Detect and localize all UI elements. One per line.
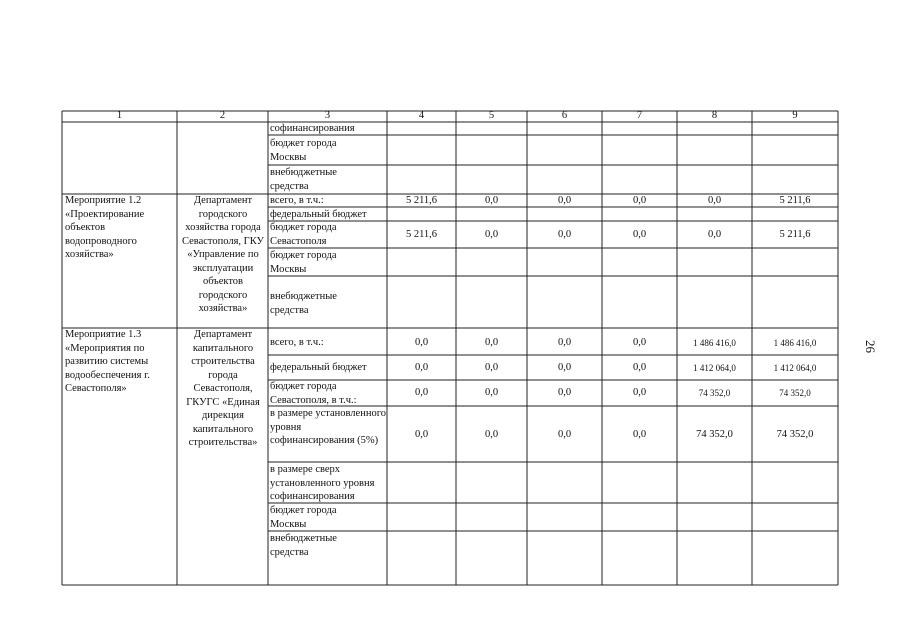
cell-value: 74 352,0 (696, 429, 733, 440)
cell-value: 1 412 064,0 (773, 363, 817, 373)
header-col-9: 9 (792, 110, 798, 121)
row-label: бюджет города Севастополя (270, 222, 337, 247)
cell-value: 5 211,6 (779, 229, 811, 240)
row-label: внебюджетные средства (270, 167, 337, 192)
header-col-2: 2 (219, 110, 226, 121)
row-label: всего, в т.ч.: (270, 195, 324, 206)
cell-value: 0,0 (484, 195, 499, 206)
cell-value: 5 211,6 (405, 195, 438, 206)
measure-executor: Департамент капитального строительства города Севастополя, ГКУГС «Единая дирекция капитального строительства» (186, 329, 260, 448)
cell-value: 1 486 416,0 (693, 338, 736, 348)
cell-value: 0,0 (557, 387, 572, 398)
header-col-4: 4 (418, 110, 425, 121)
cell-value: 5 211,6 (779, 195, 811, 206)
header-col-1: 1 (116, 110, 123, 121)
cell-value: 0,0 (632, 362, 647, 373)
cell-value: 0,0 (632, 229, 647, 240)
header-col-5: 5 (488, 110, 495, 121)
header-col-7: 7 (636, 110, 643, 121)
cell-value: 0,0 (632, 429, 647, 440)
row-label: бюджет города Севастополя, в т.ч.: (270, 381, 357, 406)
row-label: бюджет города Москвы (270, 505, 337, 530)
cell-value: 1 412 064,0 (693, 363, 736, 373)
measure-executor: Департамент городского хозяйства города Севастополя, ГКУ «Управление по эксплуатации объектов городского хозяйства» (182, 195, 264, 314)
cell-value: 0,0 (557, 229, 572, 240)
cell-value: 74 352,0 (698, 388, 731, 398)
cell-value: 0,0 (484, 429, 499, 440)
row-label: в размере сверх установленного уровня софинансирования (270, 464, 375, 502)
cell-value: 74 352,0 (779, 388, 811, 398)
row-label: федеральный бюджет (270, 209, 367, 220)
page-number: 26 (863, 340, 878, 353)
header-col-8: 8 (711, 110, 718, 121)
cell-value: 5 211,6 (405, 229, 438, 240)
row-label: внебюджетные средства (270, 533, 337, 558)
row-label: федеральный бюджет (270, 362, 367, 373)
row-label: внебюджетные средства (270, 291, 337, 316)
cell-value: 0,0 (557, 195, 572, 206)
cell-value: 0,0 (414, 429, 429, 440)
cell-value: 0,0 (484, 337, 499, 348)
header-col-6: 6 (561, 110, 568, 121)
cell-value: 0,0 (484, 362, 499, 373)
measure-name: Мероприятие 1.2 «Проектирование объектов водопроводного хозяйства» (65, 195, 145, 260)
cell-value: 0,0 (557, 429, 572, 440)
cell-value: 0,0 (414, 337, 429, 348)
row-label: бюджет города Москвы (270, 250, 337, 275)
cell-value: 0,0 (707, 229, 722, 240)
cell-value: 0,0 (557, 337, 572, 348)
cell-value: 0,0 (632, 337, 647, 348)
cell-value: 0,0 (414, 387, 429, 398)
row-label: всего, в т.ч.: (270, 337, 324, 348)
cell-value: 0,0 (632, 387, 647, 398)
cell-value: 0,0 (484, 229, 499, 240)
cell-value: 0,0 (414, 362, 429, 373)
row-label: бюджет города Москвы (270, 138, 337, 163)
cell-value: 0,0 (632, 195, 647, 206)
row-label: в размере установленного уровня софинансирования (5%) (270, 408, 386, 446)
cell-value: 0,0 (484, 387, 499, 398)
cell-value: 0,0 (707, 195, 722, 206)
cell-value: 0,0 (557, 362, 572, 373)
cell-value: 74 352,0 (776, 429, 814, 440)
row-label: софинансирования (270, 123, 355, 134)
cell-value: 1 486 416,0 (773, 338, 817, 348)
header-col-3: 3 (324, 110, 331, 121)
measure-name: Мероприятие 1.3 «Мероприятия по развитию системы водообеспечения г. Севастополя» (65, 329, 150, 394)
